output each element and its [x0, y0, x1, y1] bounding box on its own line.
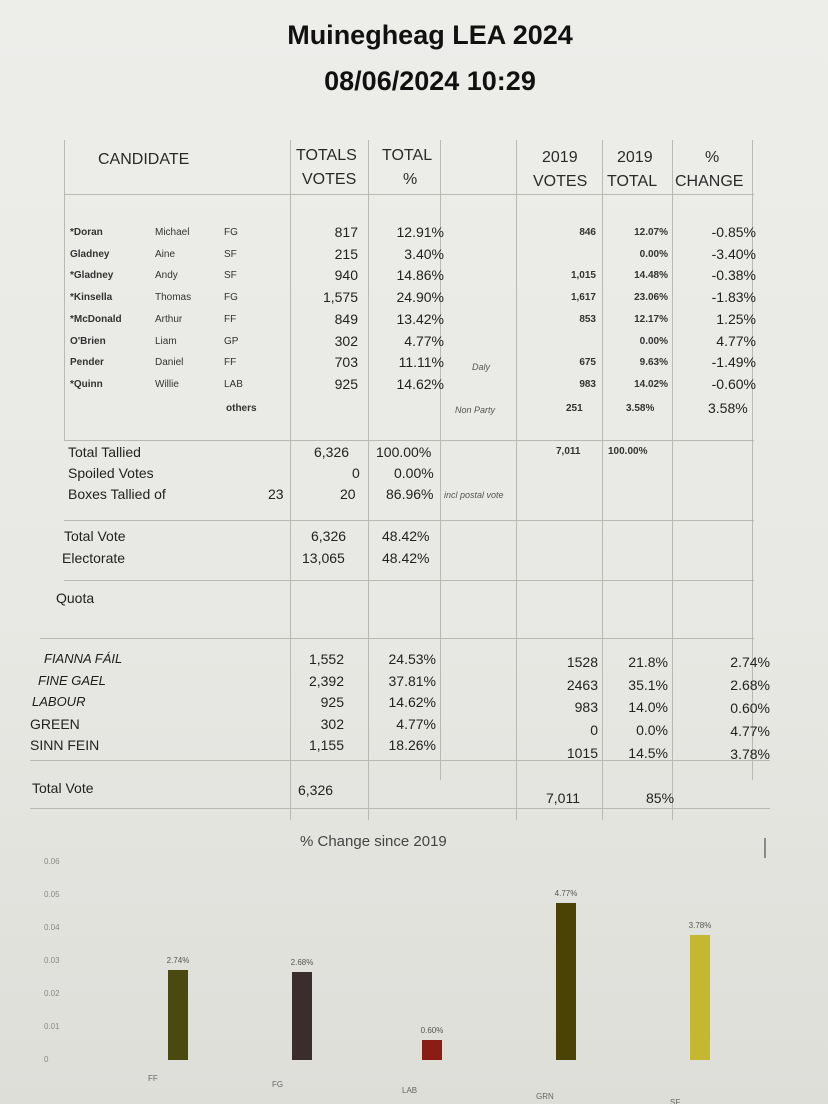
party-pct: 24.53% [388, 651, 436, 667]
candidate-pct: 3.40% [404, 245, 444, 262]
party-2019-pct: 14.0% [628, 699, 668, 716]
party-name: LABOUR [32, 694, 86, 709]
bar-data-label: 2.74% [166, 955, 190, 965]
candidate-votes: 849 [334, 310, 358, 327]
electorate-label: Electorate [62, 550, 126, 566]
others-2019-votes: 251 [566, 403, 583, 414]
candidate-surname: *Gladney [70, 270, 114, 282]
candidate-2019-votes: 983 [579, 378, 596, 390]
total-vote-pct: 48.42% [382, 528, 430, 544]
spoiled: 0 [352, 465, 360, 481]
candidate-first: Michael [155, 227, 190, 238]
party-2019-pct: 35.1% [628, 676, 668, 693]
party-votes: 925 [320, 694, 344, 710]
party-2019-pct: 14.5% [628, 744, 668, 761]
candidate-change: -0.60% [711, 375, 756, 392]
chart-bar [690, 935, 710, 1060]
grid-line [516, 140, 517, 820]
boxes-label: Boxes Tallied of [68, 486, 166, 502]
candidate-2019-pct: 14.02% [634, 378, 668, 390]
bar-data-label: 0.60% [420, 1026, 444, 1036]
party-change: 4.77% [730, 723, 770, 740]
candidate-pct: 11.11% [398, 354, 444, 371]
bar-data-label: 4.77% [554, 888, 578, 898]
candidate-2019-votes: 1,015 [570, 270, 596, 282]
electorate-pct: 48.42% [382, 550, 430, 566]
boxes-note: incl postal vote [444, 490, 504, 500]
candidate-2019-pct: 23.06% [634, 292, 668, 304]
party-2019-pct: 0.0% [636, 722, 668, 739]
header-total: TOTAL [382, 147, 433, 164]
party-change: 2.74% [730, 654, 770, 670]
grid-line [64, 440, 754, 441]
candidate-2019-pct: 9.63% [639, 357, 668, 369]
candidate-surname: *Kinsella [70, 292, 113, 304]
candidate-pct: 4.77% [404, 332, 444, 349]
candidate-change: 1.25% [716, 310, 756, 327]
grid-line [602, 140, 603, 820]
non-party-note: Non Party [455, 405, 496, 415]
boxes-of: 23 [268, 486, 284, 502]
candidate-votes: 925 [334, 375, 358, 392]
header-2019: 2019 [542, 149, 578, 166]
candidate-change: -0.85% [711, 224, 756, 240]
category-label: LAB [402, 1086, 418, 1095]
page-title: Muinegheag LEA 2024 [287, 20, 573, 50]
candidate-first: Willie [155, 378, 179, 390]
totals-label: Total Vote [32, 780, 94, 796]
candidate-party: FF [224, 313, 237, 325]
header-pct: % [403, 171, 418, 188]
party-2019-pct: 21.8% [628, 654, 668, 670]
total-tallied-2019-pct: 100.00% [608, 446, 648, 457]
header-change: CHANGE [675, 173, 744, 190]
party-pct: 4.77% [396, 715, 436, 732]
bar-data-label: 2.68% [290, 957, 314, 967]
party-name: GREEN [30, 715, 80, 732]
party-2019-votes: 1015 [566, 744, 598, 761]
y-tick-label: 0 [44, 1055, 49, 1064]
candidate-party: FF [224, 357, 237, 369]
candidate-party: SF [224, 270, 237, 282]
candidate-2019-pct: 0.00% [639, 248, 668, 260]
category-label: FF [148, 1074, 158, 1083]
y-tick-label: 0.02 [44, 989, 60, 998]
candidate-party: FG [224, 292, 238, 304]
party-2019-votes: 983 [574, 699, 598, 716]
candidate-surname: *Doran [70, 227, 103, 238]
y-tick-label: 0.05 [44, 890, 60, 899]
candidate-first: Thomas [155, 292, 192, 304]
header-totals: TOTALS [296, 147, 357, 164]
candidate-party: SF [224, 248, 237, 260]
party-change: 3.78% [730, 746, 770, 763]
candidate-change: -3.40% [711, 245, 756, 262]
candidate-first: Daniel [155, 357, 184, 369]
others-2019-pct: 3.58% [626, 403, 655, 414]
total-vote: 6,326 [311, 528, 347, 544]
party-name: FIANNA FÁIL [44, 651, 123, 666]
party-change: 2.68% [730, 677, 770, 694]
candidate-votes: 940 [334, 267, 358, 284]
candidate-votes: 215 [334, 245, 358, 262]
y-tick-label: 0.03 [44, 956, 60, 965]
others-label: others [226, 403, 257, 414]
candidate-pct: 13.42% [396, 310, 444, 327]
spoiled-label: Spoiled Votes [68, 465, 154, 481]
party-change: 0.60% [730, 700, 770, 717]
grid-line [64, 194, 754, 195]
total-tallied: 6,326 [314, 444, 350, 460]
text-cursor [764, 838, 766, 858]
spoiled-pct: 0.00% [394, 465, 434, 481]
candidate-votes: 817 [334, 224, 358, 240]
candidate-party: GP [224, 335, 239, 347]
header-change-pct: % [705, 149, 720, 166]
candidate-surname: Pender [70, 357, 104, 369]
candidate-change: 4.77% [716, 332, 756, 349]
candidate-2019-pct: 12.17% [634, 313, 668, 325]
totals-votes: 6,326 [298, 782, 334, 798]
candidate-votes: 1,575 [322, 289, 358, 306]
candidate-2019-pct: 0.00% [639, 335, 668, 347]
y-tick-label: 0.06 [44, 857, 60, 866]
party-name: SINN FEIN [30, 737, 100, 753]
totals-2019-pct: 85% [646, 790, 675, 806]
boxes: 20 [340, 486, 356, 502]
candidate-surname: *Quinn [70, 378, 103, 390]
header-2019-votes: VOTES [533, 173, 588, 190]
electorate: 13,065 [302, 550, 345, 566]
candidate-first: Arthur [155, 313, 183, 325]
candidate-surname: Gladney [70, 248, 110, 260]
chart-bar [292, 972, 312, 1060]
candidate-party: LAB [224, 378, 243, 390]
candidate-2019-votes: 1,617 [570, 292, 596, 304]
y-tick-label: 0.04 [44, 923, 60, 932]
party-name: FINE GAEL [38, 672, 106, 688]
party-votes: 2,392 [308, 672, 344, 689]
quota-label: Quota [56, 590, 95, 606]
party-pct: 14.62% [388, 694, 436, 710]
total-tallied-label: Total Tallied [68, 444, 141, 460]
category-label: GRN [536, 1092, 554, 1101]
header-votes: VOTES [302, 171, 357, 188]
grid-line [64, 580, 754, 581]
party-2019-votes: 0 [590, 722, 598, 739]
others-change: 3.58% [708, 400, 748, 416]
page-datetime: 08/06/2024 10:29 [324, 66, 536, 96]
category-label: SF [670, 1098, 681, 1104]
candidate-votes: 302 [334, 332, 358, 349]
candidate-2019-pct: 14.48% [634, 270, 668, 282]
candidate-first: Liam [155, 335, 177, 347]
party-pct: 18.26% [388, 737, 436, 753]
candidate-pct: 24.90% [396, 289, 444, 306]
chart-bar [422, 1040, 442, 1060]
grid-line [64, 140, 65, 440]
chart-title: % Change since 2019 [300, 833, 447, 850]
candidate-pct: 14.62% [396, 375, 444, 392]
candidate-2019-pct: 12.07% [634, 227, 668, 238]
chart-bar [168, 970, 188, 1060]
candidate-change: -1.83% [711, 289, 756, 306]
header-2019-pct: 2019 [617, 149, 653, 166]
grid-line [64, 520, 754, 521]
party-votes: 1,552 [308, 651, 344, 667]
candidate-surname: O'Brien [70, 335, 106, 347]
candidate-surname: *McDonald [70, 313, 122, 325]
candidate-change: -1.49% [711, 354, 756, 371]
total-tallied-2019: 7,011 [556, 446, 581, 457]
bar-data-label: 3.78% [688, 921, 712, 931]
grid-line [40, 638, 754, 639]
candidate-pct: 14.86% [396, 267, 444, 284]
grid-line [30, 808, 770, 809]
candidate-party: FG [224, 227, 238, 238]
candidate-2019-votes: 846 [579, 227, 596, 238]
candidate-change: -0.38% [711, 267, 756, 284]
candidate-first: Aine [155, 248, 176, 260]
header-2019-total: TOTAL [607, 173, 658, 190]
party-2019-votes: 2463 [566, 676, 598, 693]
party-pct: 37.81% [388, 672, 436, 689]
candidate-votes: 703 [334, 354, 358, 371]
category-label: FG [272, 1080, 284, 1089]
candidate-first: Andy [155, 270, 178, 282]
candidate-2019-votes: 675 [579, 357, 596, 369]
boxes-pct: 86.96% [386, 486, 434, 502]
totals-2019-votes: 7,011 [546, 790, 580, 806]
party-votes: 1,155 [308, 737, 344, 753]
total-vote-label: Total Vote [64, 528, 126, 544]
candidate-pct: 12.91% [396, 224, 444, 240]
header-candidate: CANDIDATE [98, 151, 190, 168]
candidate-2019-votes: 853 [579, 313, 596, 325]
party-2019-votes: 1528 [566, 654, 598, 670]
daly-note: Daly [472, 362, 491, 372]
grid-line [672, 140, 673, 820]
chart-bar [556, 903, 576, 1060]
total-tallied-pct: 100.00% [376, 444, 432, 460]
party-votes: 302 [320, 715, 344, 732]
y-tick-label: 0.01 [44, 1022, 60, 1031]
